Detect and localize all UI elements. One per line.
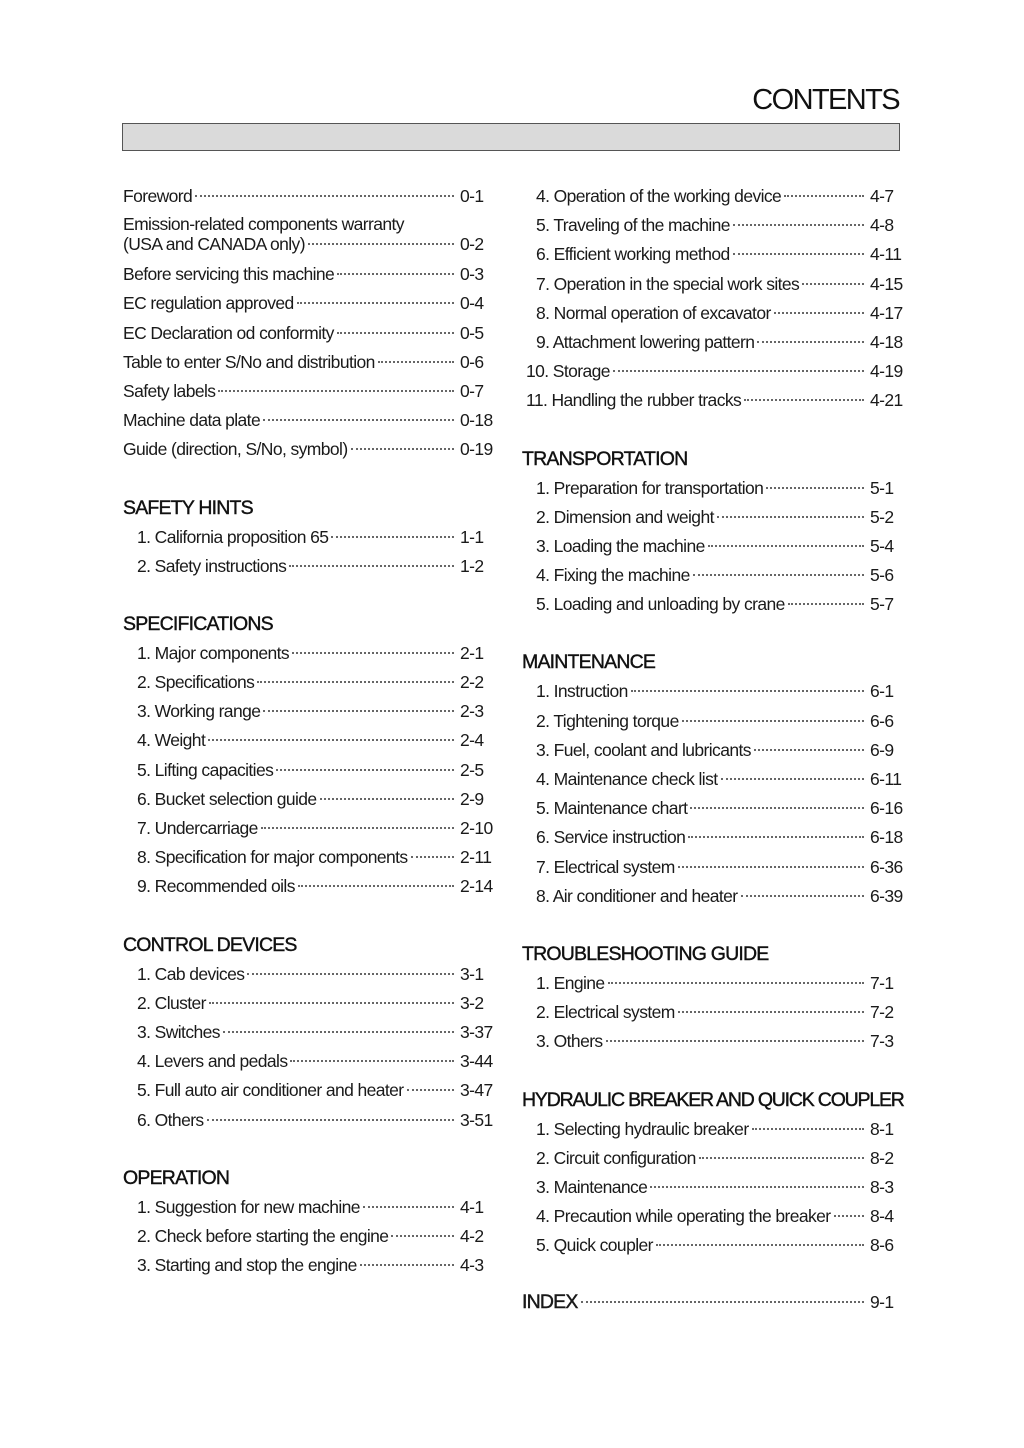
toc-entry-page: 4-17 bbox=[870, 302, 903, 323]
toc-entry-label: EC regulation approved bbox=[123, 293, 294, 314]
toc-entry-label: 5. Lifting capacities bbox=[137, 759, 274, 780]
toc-entry[interactable] bbox=[123, 1251, 498, 1280]
dot-leader bbox=[688, 836, 864, 838]
transportation-list bbox=[522, 474, 922, 620]
title-bar bbox=[122, 123, 900, 151]
toc-entry-page: 7-1 bbox=[870, 972, 894, 993]
toc-entry[interactable] bbox=[522, 1231, 922, 1260]
toc-entry-page: 6-6 bbox=[870, 710, 894, 731]
toc-entry-page: 4-18 bbox=[870, 331, 903, 352]
toc-entry-page: 6-18 bbox=[870, 827, 903, 848]
toc-entry-label: 6. Service instruction bbox=[536, 827, 686, 848]
hydraulic-breaker-list bbox=[522, 1115, 922, 1261]
toc-entry-label: 3. Loading the machine bbox=[536, 535, 705, 556]
toc-entry-page: 2-5 bbox=[460, 759, 484, 780]
dot-leader bbox=[289, 565, 454, 567]
toc-entry-label: 4. Operation of the working device bbox=[536, 186, 782, 206]
toc-entry-page: 5-6 bbox=[870, 565, 894, 586]
dot-leader bbox=[774, 312, 864, 314]
toc-entry[interactable] bbox=[123, 639, 498, 668]
toc-entry[interactable] bbox=[522, 386, 922, 415]
toc-entry[interactable] bbox=[123, 1018, 498, 1047]
toc-entry[interactable] bbox=[522, 1173, 922, 1202]
toc-entry[interactable] bbox=[522, 677, 922, 706]
toc-entry-page: 9-1 bbox=[870, 1292, 894, 1313]
section-title-hydraulic-breaker: HYDRAULIC BREAKER AND QUICK COUPLER bbox=[522, 1088, 904, 1111]
dot-leader bbox=[744, 399, 864, 401]
toc-entry-label: 5. Quick coupler bbox=[536, 1235, 653, 1256]
toc-entry-page: 4-15 bbox=[870, 273, 903, 294]
toc-entry-page: 0-2 bbox=[460, 234, 484, 255]
dot-leader bbox=[788, 603, 864, 605]
toc-entry-label: 1. Engine bbox=[536, 972, 605, 993]
toc-entry-page: 4-1 bbox=[460, 1196, 484, 1217]
toc-entry[interactable] bbox=[123, 1076, 498, 1105]
toc-entry[interactable] bbox=[123, 960, 498, 989]
dot-leader bbox=[802, 283, 864, 285]
dot-leader bbox=[337, 273, 454, 275]
toc-entry-label: 9. Recommended oils bbox=[137, 876, 295, 897]
toc-entry[interactable] bbox=[522, 270, 922, 299]
toc-entry-page: 4-7 bbox=[870, 186, 894, 206]
toc-entry[interactable] bbox=[522, 357, 922, 386]
toc-entry-label: 1. Preparation for transportation bbox=[536, 477, 764, 498]
toc-entry-page: 4-8 bbox=[870, 215, 894, 236]
dot-leader bbox=[263, 419, 454, 421]
dot-leader bbox=[721, 778, 865, 780]
dot-leader bbox=[766, 487, 864, 489]
toc-entry[interactable] bbox=[522, 1027, 922, 1056]
toc-entry-label: 2. Safety instructions bbox=[137, 555, 287, 576]
toc-entry[interactable] bbox=[522, 328, 922, 357]
toc-entry-label: 1. Suggestion for new machine bbox=[137, 1196, 360, 1217]
dot-leader bbox=[613, 370, 864, 372]
toc-entry-label: 3. Maintenance bbox=[536, 1176, 648, 1197]
toc-entry-label: 1. California proposition 65 bbox=[137, 526, 329, 547]
toc-entry-page: 8-1 bbox=[870, 1118, 894, 1139]
toc-entry-label: 5. Full auto air conditioner and heater bbox=[137, 1080, 404, 1101]
dot-leader bbox=[708, 545, 864, 547]
toc-entry-page: 6-9 bbox=[870, 739, 894, 760]
toc-entry[interactable] bbox=[123, 1106, 498, 1135]
toc-entry-page: 3-47 bbox=[460, 1080, 493, 1101]
toc-entry-page: 3-51 bbox=[460, 1109, 493, 1130]
toc-entry-page: 3-2 bbox=[460, 992, 484, 1013]
dot-leader bbox=[752, 1128, 864, 1130]
dot-leader bbox=[678, 866, 864, 868]
operation-list bbox=[123, 1193, 498, 1281]
dot-leader bbox=[320, 798, 454, 800]
dot-leader bbox=[298, 885, 454, 887]
toc-entry[interactable] bbox=[123, 872, 498, 901]
toc-entry[interactable] bbox=[522, 240, 922, 269]
toc-entry-page: 6-36 bbox=[870, 856, 903, 877]
toc-entry-label: 4. Weight bbox=[137, 730, 206, 751]
toc-entry-page: 2-3 bbox=[460, 701, 484, 722]
dot-leader bbox=[378, 361, 454, 363]
toc-entry[interactable] bbox=[123, 989, 498, 1018]
toc-entry-page: 5-7 bbox=[870, 594, 894, 615]
toc-entry-label: INDEX bbox=[522, 1291, 578, 1314]
toc-entry-page: 0-7 bbox=[460, 380, 484, 401]
toc-entry-label: 3. Working range bbox=[137, 701, 261, 722]
dot-leader bbox=[337, 332, 454, 334]
toc-entry-index[interactable] bbox=[522, 1288, 922, 1317]
dot-leader bbox=[656, 1244, 864, 1246]
toc-entry-page: 2-11 bbox=[460, 847, 492, 868]
toc-entry-page: 8-3 bbox=[870, 1176, 894, 1197]
dot-leader bbox=[407, 1089, 454, 1091]
toc-entry[interactable] bbox=[123, 697, 498, 726]
toc-entry[interactable] bbox=[123, 406, 498, 435]
toc-entry[interactable] bbox=[123, 182, 498, 211]
toc-entry[interactable] bbox=[522, 211, 922, 240]
toc-entry-label: 1. Cab devices bbox=[137, 963, 245, 984]
toc-entry[interactable] bbox=[123, 377, 498, 406]
toc-entry-page: 1-1 bbox=[460, 526, 484, 547]
dot-leader bbox=[733, 224, 864, 226]
toc-entry-page: 6-1 bbox=[870, 681, 894, 702]
toc-entry[interactable] bbox=[522, 590, 922, 619]
dot-leader bbox=[391, 1235, 454, 1237]
dot-leader bbox=[682, 720, 864, 722]
toc-entry-page: 0-5 bbox=[460, 322, 484, 343]
toc-entry[interactable] bbox=[522, 707, 922, 736]
toc-entry-label: 6. Efficient working method bbox=[536, 244, 730, 265]
dot-leader bbox=[290, 1060, 454, 1062]
dot-leader bbox=[363, 1206, 454, 1208]
section-title-control-devices: CONTROL DEVICES bbox=[123, 933, 297, 956]
dot-leader bbox=[263, 710, 454, 712]
toc-entry[interactable] bbox=[522, 853, 922, 882]
toc-entry[interactable] bbox=[123, 260, 498, 289]
toc-entry-label: 2. Cluster bbox=[137, 992, 206, 1013]
toc-entry-label: Before servicing this machine bbox=[123, 264, 335, 285]
toc-entry[interactable] bbox=[123, 785, 498, 814]
toc-entry-label: 7. Operation in the special work sites bbox=[536, 273, 800, 294]
section-title-maintenance: MAINTENANCE bbox=[522, 651, 656, 674]
section-title-specifications: SPECIFICATIONS bbox=[123, 612, 273, 635]
dot-leader bbox=[257, 681, 454, 683]
dot-leader bbox=[247, 973, 454, 975]
toc-entry[interactable] bbox=[123, 348, 498, 377]
toc-right-column bbox=[522, 182, 922, 1318]
toc-entry-page: 3-37 bbox=[460, 1021, 493, 1042]
toc-left-column bbox=[123, 182, 498, 1280]
toc-entry-label: 3. Starting and stop the engine bbox=[137, 1255, 357, 1276]
section-title-troubleshooting: TROUBLESHOOTING GUIDE bbox=[522, 942, 769, 965]
toc-entry-page: 1-2 bbox=[460, 555, 484, 576]
toc-entry-label: 8. Normal operation of excavator bbox=[536, 302, 771, 323]
dot-leader bbox=[650, 1186, 864, 1188]
dot-leader bbox=[297, 302, 454, 304]
section-title-transportation: TRANSPORTATION bbox=[522, 447, 688, 470]
toc-entry-label: 2. Check before starting the engine bbox=[137, 1225, 389, 1246]
toc-entry[interactable] bbox=[522, 182, 922, 211]
toc-entry-page: 6-39 bbox=[870, 885, 903, 906]
toc-entry-label: Safety labels bbox=[123, 380, 216, 401]
toc-entry[interactable] bbox=[522, 882, 922, 911]
toc-entry[interactable] bbox=[123, 289, 498, 318]
toc-entry-page: 0-18 bbox=[460, 410, 493, 431]
toc-entry[interactable] bbox=[522, 474, 922, 503]
dot-leader bbox=[308, 243, 454, 245]
toc-entry-label: 1. Major components bbox=[137, 642, 290, 663]
dot-leader bbox=[351, 448, 454, 450]
toc-entry-page: 2-14 bbox=[460, 876, 493, 897]
toc-entry[interactable] bbox=[522, 823, 922, 852]
dot-leader bbox=[717, 516, 864, 518]
toc-entry-page: 4-3 bbox=[460, 1255, 484, 1276]
toc-entry-label-line2: (USA and CANADA only) bbox=[123, 234, 305, 255]
toc-entry[interactable] bbox=[522, 1144, 922, 1173]
dot-leader bbox=[733, 253, 864, 255]
toc-entry-page: 6-11 bbox=[870, 769, 902, 789]
specifications-list bbox=[123, 639, 498, 902]
toc-entry-label: 7. Electrical system bbox=[536, 856, 675, 877]
toc-entry-label: 7. Undercarriage bbox=[137, 818, 258, 838]
dot-leader bbox=[195, 195, 454, 197]
dot-leader bbox=[331, 536, 454, 538]
toc-entry-label: 4. Maintenance check list bbox=[536, 769, 718, 789]
toc-entry-label: 3. Fuel, coolant and lubricants bbox=[536, 739, 751, 760]
toc-entry-page: 4-21 bbox=[870, 390, 903, 411]
toc-entry-page: 4-11 bbox=[870, 244, 902, 265]
toc-entry-page: 0-1 bbox=[460, 186, 484, 206]
toc-entry-label: 2. Specifications bbox=[137, 672, 255, 693]
section-title-operation: OPERATION bbox=[123, 1166, 230, 1189]
operation-continued-list bbox=[522, 182, 922, 416]
dot-leader bbox=[699, 1157, 864, 1159]
dot-leader bbox=[754, 749, 864, 751]
dot-leader bbox=[207, 1119, 454, 1121]
dot-leader bbox=[218, 390, 454, 392]
dot-leader bbox=[690, 807, 864, 809]
dot-leader bbox=[741, 895, 865, 897]
toc-entry-label: 4. Precaution while operating the breaker bbox=[536, 1206, 831, 1227]
toc-entry-label: 4. Fixing the machine bbox=[536, 565, 690, 586]
toc-entry-label: Guide (direction, S/No, symbol) bbox=[123, 439, 348, 460]
toc-entry-label: 2. Circuit configuration bbox=[536, 1147, 696, 1168]
toc-entry-page: 8-4 bbox=[870, 1206, 894, 1227]
dot-leader bbox=[276, 769, 454, 771]
toc-entry[interactable] bbox=[522, 998, 922, 1027]
toc-entry[interactable] bbox=[522, 736, 922, 765]
dot-leader bbox=[208, 739, 454, 741]
maintenance-list bbox=[522, 677, 922, 911]
toc-entry-label: Machine data plate bbox=[123, 410, 261, 431]
control-devices-list bbox=[123, 960, 498, 1135]
toc-entry-label: 5. Traveling of the machine bbox=[536, 215, 730, 236]
toc-entry-page: 8-6 bbox=[870, 1235, 894, 1256]
troubleshooting-list bbox=[522, 969, 922, 1057]
dot-leader bbox=[411, 856, 454, 858]
toc-entry[interactable] bbox=[522, 794, 922, 823]
toc-entry[interactable] bbox=[522, 1115, 922, 1144]
dot-leader bbox=[606, 1040, 864, 1042]
toc-entry[interactable] bbox=[123, 435, 498, 464]
toc-entry[interactable] bbox=[123, 843, 498, 872]
toc-entry[interactable] bbox=[123, 668, 498, 697]
dot-leader bbox=[223, 1031, 454, 1033]
section-title-safety-hints: SAFETY HINTS bbox=[123, 496, 253, 519]
dot-leader bbox=[360, 1264, 454, 1266]
toc-entry-page: 6-16 bbox=[870, 798, 903, 819]
toc-entry[interactable] bbox=[123, 1193, 498, 1222]
toc-entry[interactable] bbox=[522, 969, 922, 998]
toc-entry-label: 2. Dimension and weight bbox=[536, 506, 714, 527]
toc-entry-label: Table to enter S/No and distribution bbox=[123, 351, 375, 372]
dot-leader bbox=[678, 1011, 864, 1013]
toc-entry-page: 3-44 bbox=[460, 1051, 493, 1072]
dot-leader bbox=[209, 1002, 454, 1004]
toc-entry-page: 2-1 bbox=[460, 642, 484, 663]
toc-entry[interactable] bbox=[123, 756, 498, 785]
dot-leader bbox=[693, 574, 864, 576]
page-title: CONTENTS bbox=[752, 84, 899, 116]
toc-entry-label: 1. Selecting hydraulic breaker bbox=[536, 1118, 749, 1139]
toc-entry[interactable] bbox=[123, 211, 498, 260]
toc-entry-label: 6. Others bbox=[137, 1109, 204, 1130]
toc-entry-label: 3. Others bbox=[536, 1031, 603, 1052]
toc-entry-page: 2-10 bbox=[460, 818, 493, 838]
toc-entry[interactable] bbox=[123, 726, 498, 755]
toc-entry-label: 9. Attachment lowering pattern bbox=[536, 331, 755, 352]
toc-entry-page: 8-2 bbox=[870, 1147, 894, 1168]
dot-leader bbox=[631, 690, 864, 692]
toc-entry-label: 2. Electrical system bbox=[536, 1002, 675, 1023]
dot-leader bbox=[784, 195, 864, 197]
dot-leader bbox=[834, 1215, 865, 1217]
toc-entry-page: 5-1 bbox=[870, 477, 894, 498]
toc-entry[interactable] bbox=[123, 1222, 498, 1251]
toc-entry-label: EC Declaration od conformity bbox=[123, 322, 334, 343]
toc-entry[interactable] bbox=[123, 319, 498, 348]
toc-entry-page: 3-1 bbox=[460, 963, 484, 984]
toc-entry[interactable] bbox=[123, 814, 498, 843]
toc-entry[interactable] bbox=[522, 299, 922, 328]
toc-entry-label: 6. Bucket selection guide bbox=[137, 788, 317, 809]
toc-entry-label: 11. Handling the rubber tracks bbox=[526, 390, 742, 411]
toc-entry-page: 2-4 bbox=[460, 730, 484, 751]
toc-entry-page: 2-2 bbox=[460, 672, 484, 693]
dot-leader bbox=[261, 827, 454, 829]
toc-entry[interactable] bbox=[123, 1047, 498, 1076]
toc-entry-page: 2-9 bbox=[460, 788, 484, 809]
toc-entry-label: 10. Storage bbox=[526, 361, 610, 382]
toc-entry[interactable] bbox=[522, 1202, 922, 1231]
safety-list bbox=[123, 523, 498, 581]
toc-entry-page: 5-4 bbox=[870, 535, 894, 556]
dot-leader bbox=[581, 1301, 864, 1303]
toc-entry-label: Foreword bbox=[123, 186, 193, 206]
dot-leader bbox=[757, 341, 864, 343]
toc-entry-page: 0-19 bbox=[460, 439, 493, 460]
toc-entry[interactable] bbox=[522, 532, 922, 561]
toc-entry-page: 0-6 bbox=[460, 351, 484, 372]
toc-entry-label: 8. Air conditioner and heater bbox=[536, 885, 738, 906]
toc-entry-label: 5. Loading and unloading by crane bbox=[536, 594, 785, 615]
toc-entry-page: 4-19 bbox=[870, 361, 903, 382]
dot-leader bbox=[292, 652, 454, 654]
toc-entry-page: 7-3 bbox=[870, 1031, 894, 1052]
toc-entry-page: 0-4 bbox=[460, 293, 484, 314]
dot-leader bbox=[608, 982, 864, 984]
toc-entry[interactable] bbox=[123, 523, 498, 552]
toc-entry-page: 4-2 bbox=[460, 1225, 484, 1246]
toc-entry-page: 7-2 bbox=[870, 1002, 894, 1023]
toc-entry-page: 5-2 bbox=[870, 506, 894, 527]
toc-entry-label: 1. Instruction bbox=[536, 681, 628, 702]
toc-entry-label-line1: Emission-related components warranty bbox=[123, 214, 404, 235]
toc-entry-label: 2. Tightening torque bbox=[536, 710, 679, 731]
toc-entry[interactable] bbox=[522, 503, 922, 532]
intro-list bbox=[123, 182, 498, 465]
toc-entry-label: 4. Levers and pedals bbox=[137, 1051, 288, 1072]
toc-entry-page: 0-3 bbox=[460, 264, 484, 285]
toc-entry[interactable] bbox=[522, 561, 922, 590]
toc-entry-label: 3. Switches bbox=[137, 1021, 220, 1042]
toc-entry[interactable] bbox=[123, 552, 498, 581]
toc-entry-label: 8. Specification for major components bbox=[137, 847, 408, 868]
toc-entry[interactable] bbox=[522, 765, 922, 794]
toc-entry-label: 5. Maintenance chart bbox=[536, 798, 688, 819]
